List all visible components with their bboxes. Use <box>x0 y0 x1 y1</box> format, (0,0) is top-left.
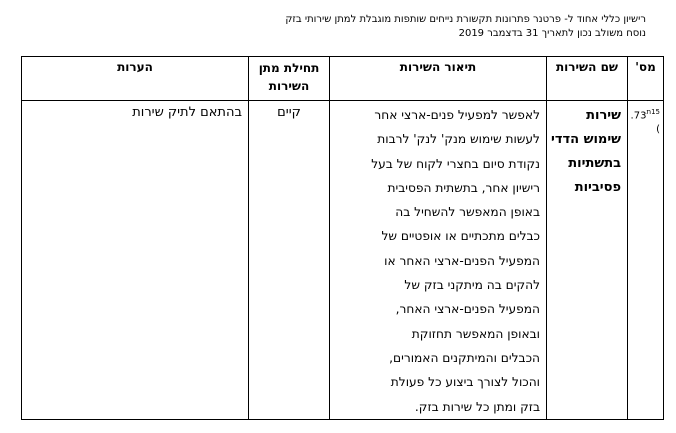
row-service-name <box>547 101 628 420</box>
services-table <box>21 56 664 420</box>
row-num-superscript: 15ת <box>646 108 660 116</box>
description-line: להקים בה מיתקני בזק של <box>404 278 540 293</box>
table-header-row <box>22 57 664 101</box>
header-service-start-line1: תחילת מתן <box>258 61 320 75</box>
description-line: לאפשר למפעיל פנים-ארצי אחר <box>374 108 540 122</box>
row-num-paren: ) <box>656 124 660 136</box>
service-name-line: פסיביות <box>574 180 621 195</box>
description-line: באופן המאפשר להשחיל בה <box>395 205 540 220</box>
header-service-description: תיאור השירות <box>330 57 547 101</box>
table-row <box>22 101 664 420</box>
header-service-start <box>249 57 330 101</box>
description-line: נקודת סיום בחצרי לקוח של בעל <box>371 156 540 171</box>
row-num: 73. <box>630 110 647 122</box>
document-header-date: נוסח משולב נכון לתאריך 31 בדצמבר 2019 <box>458 28 646 39</box>
description-line: כבלים מתכתיים או אופטיים של <box>381 229 540 244</box>
header-notes: הערות <box>22 57 249 101</box>
row-service-description <box>330 101 547 420</box>
header-service-name: שם השירות <box>547 57 628 101</box>
description-line: רישיון אחר, בתשתית הפסיבית <box>387 180 540 195</box>
description-line: הכבלים והמיתקנים האמורים, <box>389 350 540 365</box>
description-line: בזק ומתן כל שירות בזק. <box>414 399 540 414</box>
row-service-start: קיים <box>249 101 330 420</box>
description-line: והכול לצורך ביצוע כל פעולת <box>390 375 540 390</box>
description-line: לעשות שימוש מנק' לנק' לרבות <box>377 132 540 147</box>
description-line: ובאופן המאפשר תחזוקת <box>411 326 540 341</box>
row-notes: בהתאם לתיק שירות <box>22 101 249 420</box>
description-line: המפעיל הפנים-ארצי האחר או <box>384 253 540 268</box>
service-name-line: שירות <box>586 108 621 123</box>
row-num-cell <box>628 101 664 420</box>
header-service-start-line2: השירות <box>268 79 310 93</box>
document-header-title: רישיון כללי אחוד ל- פרטנר פתרונות תקשורת נייחים שותפות מוגבלת למתן שירותי בזק <box>285 14 646 25</box>
service-name-line: שימוש הדדי <box>551 132 621 147</box>
description-line: המפעיל הפנים-ארצי האחר, <box>395 302 540 317</box>
header-num: מס' <box>628 57 664 101</box>
service-name-line: בתשתיות <box>568 156 621 171</box>
